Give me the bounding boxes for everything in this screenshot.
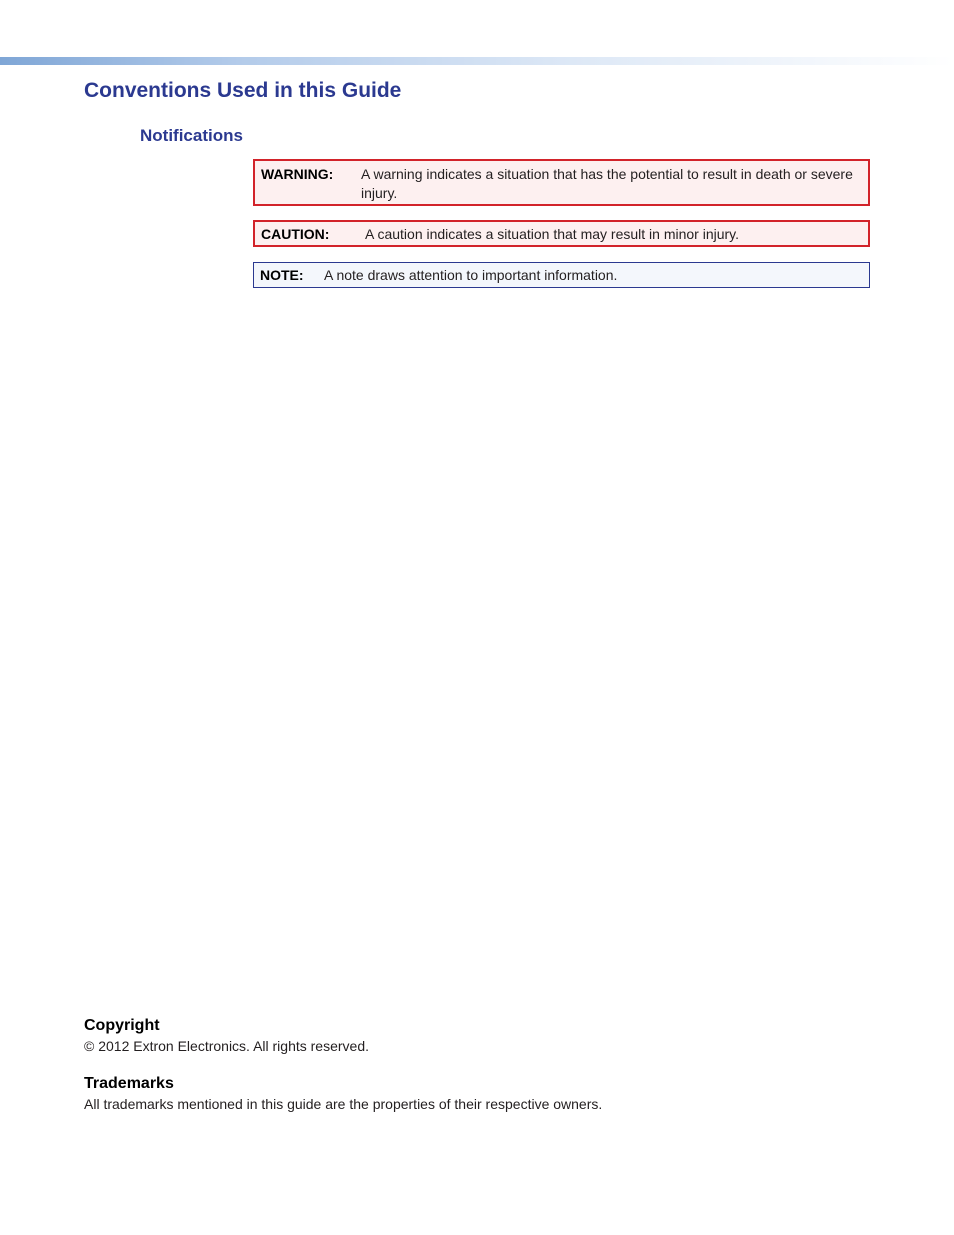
copyright-heading: Copyright (84, 1017, 160, 1034)
caution-label: CAUTION: (261, 226, 330, 242)
trademarks-heading: Trademarks (84, 1075, 174, 1092)
caution-notice (253, 220, 870, 247)
page-title: Conventions Used in this Guide (84, 79, 402, 102)
warning-notice (253, 159, 870, 206)
warning-text: A warning indicates a situation that has the potential to result in death or severe injury. (361, 166, 853, 201)
note-notice (253, 262, 870, 288)
note-label: NOTE: (260, 267, 304, 283)
section-title-notifications: Notifications (140, 126, 243, 145)
header-gradient-band (0, 57, 954, 65)
trademarks-text: All trademarks mentioned in this guide are the properties of their respective owners. (84, 1096, 603, 1112)
copyright-text: © 2012 Extron Electronics. All rights reserved. (84, 1038, 369, 1054)
note-text: A note draws attention to important information. (324, 267, 618, 283)
caution-text: A caution indicates a situation that may result in minor injury. (365, 226, 740, 242)
warning-label: WARNING: (261, 166, 334, 182)
